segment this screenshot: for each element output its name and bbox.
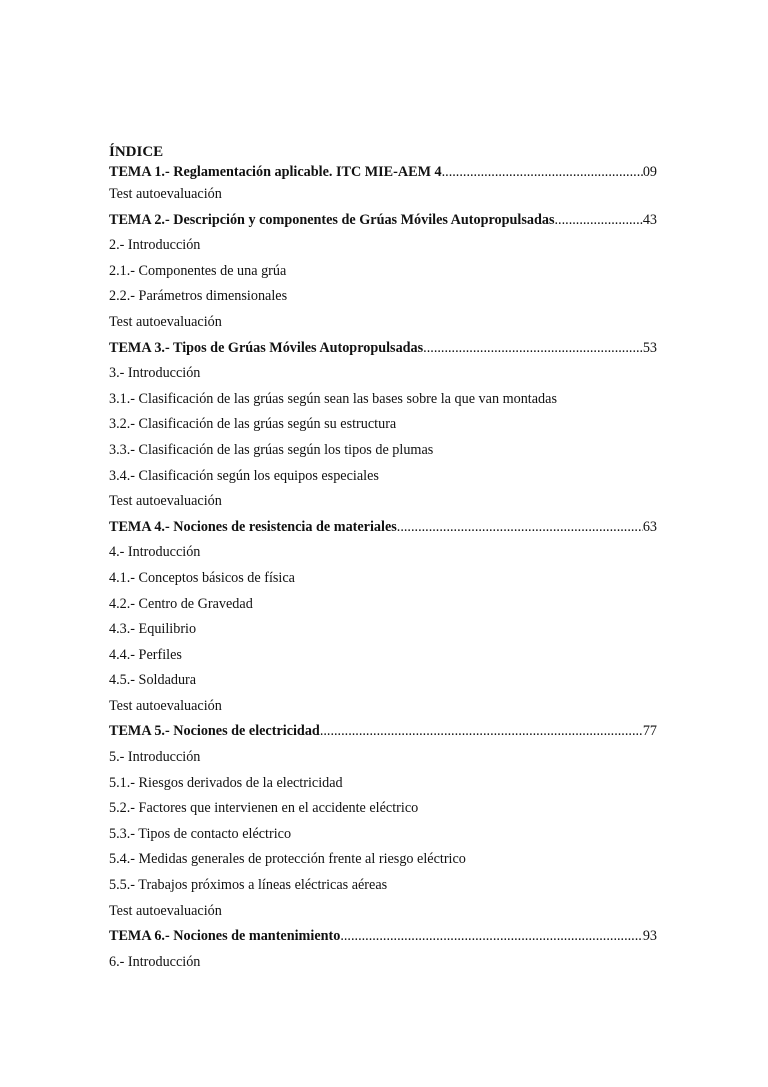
toc-chapter-entry	[109, 208, 657, 234]
index-title: ÍNDICE	[109, 144, 164, 160]
toc-section-entry	[109, 796, 657, 822]
section-title: 3.1.- Clasificación de las grúas según sean las bases sobre la que van montadas	[109, 390, 557, 407]
section-title: 4.- Introducción	[109, 544, 201, 561]
toc-section-entry	[109, 464, 657, 490]
toc-entries	[109, 162, 657, 975]
toc-section-entry	[109, 438, 657, 464]
page-number: 43	[642, 211, 657, 228]
dot-leader	[397, 515, 643, 541]
section-title: 3.2.- Clasificación de las grúas según su estructura	[109, 416, 397, 433]
section-title: 3.- Introducción	[109, 365, 201, 382]
toc-section-entry	[109, 182, 657, 208]
toc-section-entry	[109, 284, 657, 310]
toc-chapter-entry	[109, 162, 657, 182]
section-title: 3.4.- Clasificación según los equipos especiales	[109, 467, 379, 484]
toc-section-entry	[109, 950, 657, 976]
chapter-title: TEMA 2.- Descripción y componentes de Grúas Móviles Autopropulsadas	[109, 211, 555, 228]
section-title: 2.2.- Parámetros dimensionales	[109, 288, 288, 305]
toc-chapter-entry	[109, 515, 657, 541]
page-number: 77	[642, 723, 657, 740]
toc-chapter-entry	[109, 719, 657, 745]
toc-section-entry	[109, 694, 657, 720]
section-title: Test autoevaluación	[109, 493, 222, 510]
section-title: 2.1.- Componentes de una grúa	[109, 262, 287, 279]
toc-section-entry	[109, 540, 657, 566]
toc-section-entry	[109, 643, 657, 669]
toc-chapter-entry	[109, 336, 657, 362]
section-title: 4.3.- Equilibrio	[109, 621, 197, 638]
toc-section-entry	[109, 412, 657, 438]
toc-section-entry	[109, 617, 657, 643]
section-title: Test autoevaluación	[109, 697, 222, 714]
section-title: 2.- Introducción	[109, 237, 201, 254]
section-title: Test autoevaluación	[109, 186, 222, 202]
chapter-title: TEMA 5.- Nociones de electricidad	[109, 723, 320, 740]
section-title: 4.5.- Soldadura	[109, 672, 197, 689]
chapter-title: TEMA 1.- Reglamentación aplicable. ITC MIE-AEM 4	[109, 164, 442, 180]
section-title: 6.- Introducción	[109, 953, 201, 970]
page-number: 09	[642, 164, 657, 180]
section-title: Test autoevaluación	[109, 313, 222, 330]
page-number: 93	[642, 928, 657, 945]
toc-section-entry	[109, 668, 657, 694]
chapter-title: TEMA 6.- Nociones de mantenimiento	[109, 928, 341, 945]
toc-section-entry	[109, 566, 657, 592]
toc-section-entry	[109, 361, 657, 387]
dot-leader	[423, 336, 643, 362]
dot-leader	[320, 719, 643, 745]
toc-section-entry	[109, 592, 657, 618]
toc-section-entry	[109, 822, 657, 848]
section-title: 5.4.- Medidas generales de protección frente al riesgo eléctrico	[109, 851, 466, 868]
page-number: 63	[642, 518, 657, 535]
section-title: 4.1.- Conceptos básicos de física	[109, 569, 295, 586]
dot-leader	[340, 924, 642, 950]
toc-section-entry	[109, 873, 657, 899]
chapter-title: TEMA 3.- Tipos de Grúas Móviles Autopropulsadas	[109, 339, 424, 356]
dot-leader	[555, 208, 643, 234]
toc-section-entry	[109, 745, 657, 771]
dot-leader	[442, 162, 643, 182]
page-number: 53	[642, 339, 657, 356]
section-title: 5.2.- Factores que intervienen en el accidente eléctrico	[109, 800, 419, 817]
toc-section-entry	[109, 233, 657, 259]
table-of-contents	[109, 143, 657, 975]
toc-section-entry	[109, 387, 657, 413]
toc-chapter-entry	[109, 924, 657, 950]
section-title: 5.1.- Riesgos derivados de la electricidad	[109, 774, 343, 791]
toc-section-entry	[109, 847, 657, 873]
toc-section-entry	[109, 771, 657, 797]
section-title: Test autoevaluación	[109, 902, 222, 919]
toc-section-entry	[109, 259, 657, 285]
section-title: 5.- Introducción	[109, 749, 201, 766]
section-title: 3.3.- Clasificación de las grúas según los tipos de plumas	[109, 441, 434, 458]
toc-section-entry	[109, 310, 657, 336]
chapter-title: TEMA 4.- Nociones de resistencia de materiales	[109, 518, 397, 535]
section-title: 5.3.- Tipos de contacto eléctrico	[109, 825, 292, 842]
section-title: 4.2.- Centro de Gravedad	[109, 595, 253, 612]
toc-section-entry	[109, 899, 657, 925]
toc-section-entry	[109, 489, 657, 515]
section-title: 4.4.- Perfiles	[109, 646, 182, 663]
section-title: 5.5.- Trabajos próximos a líneas eléctricas aéreas	[109, 877, 388, 894]
